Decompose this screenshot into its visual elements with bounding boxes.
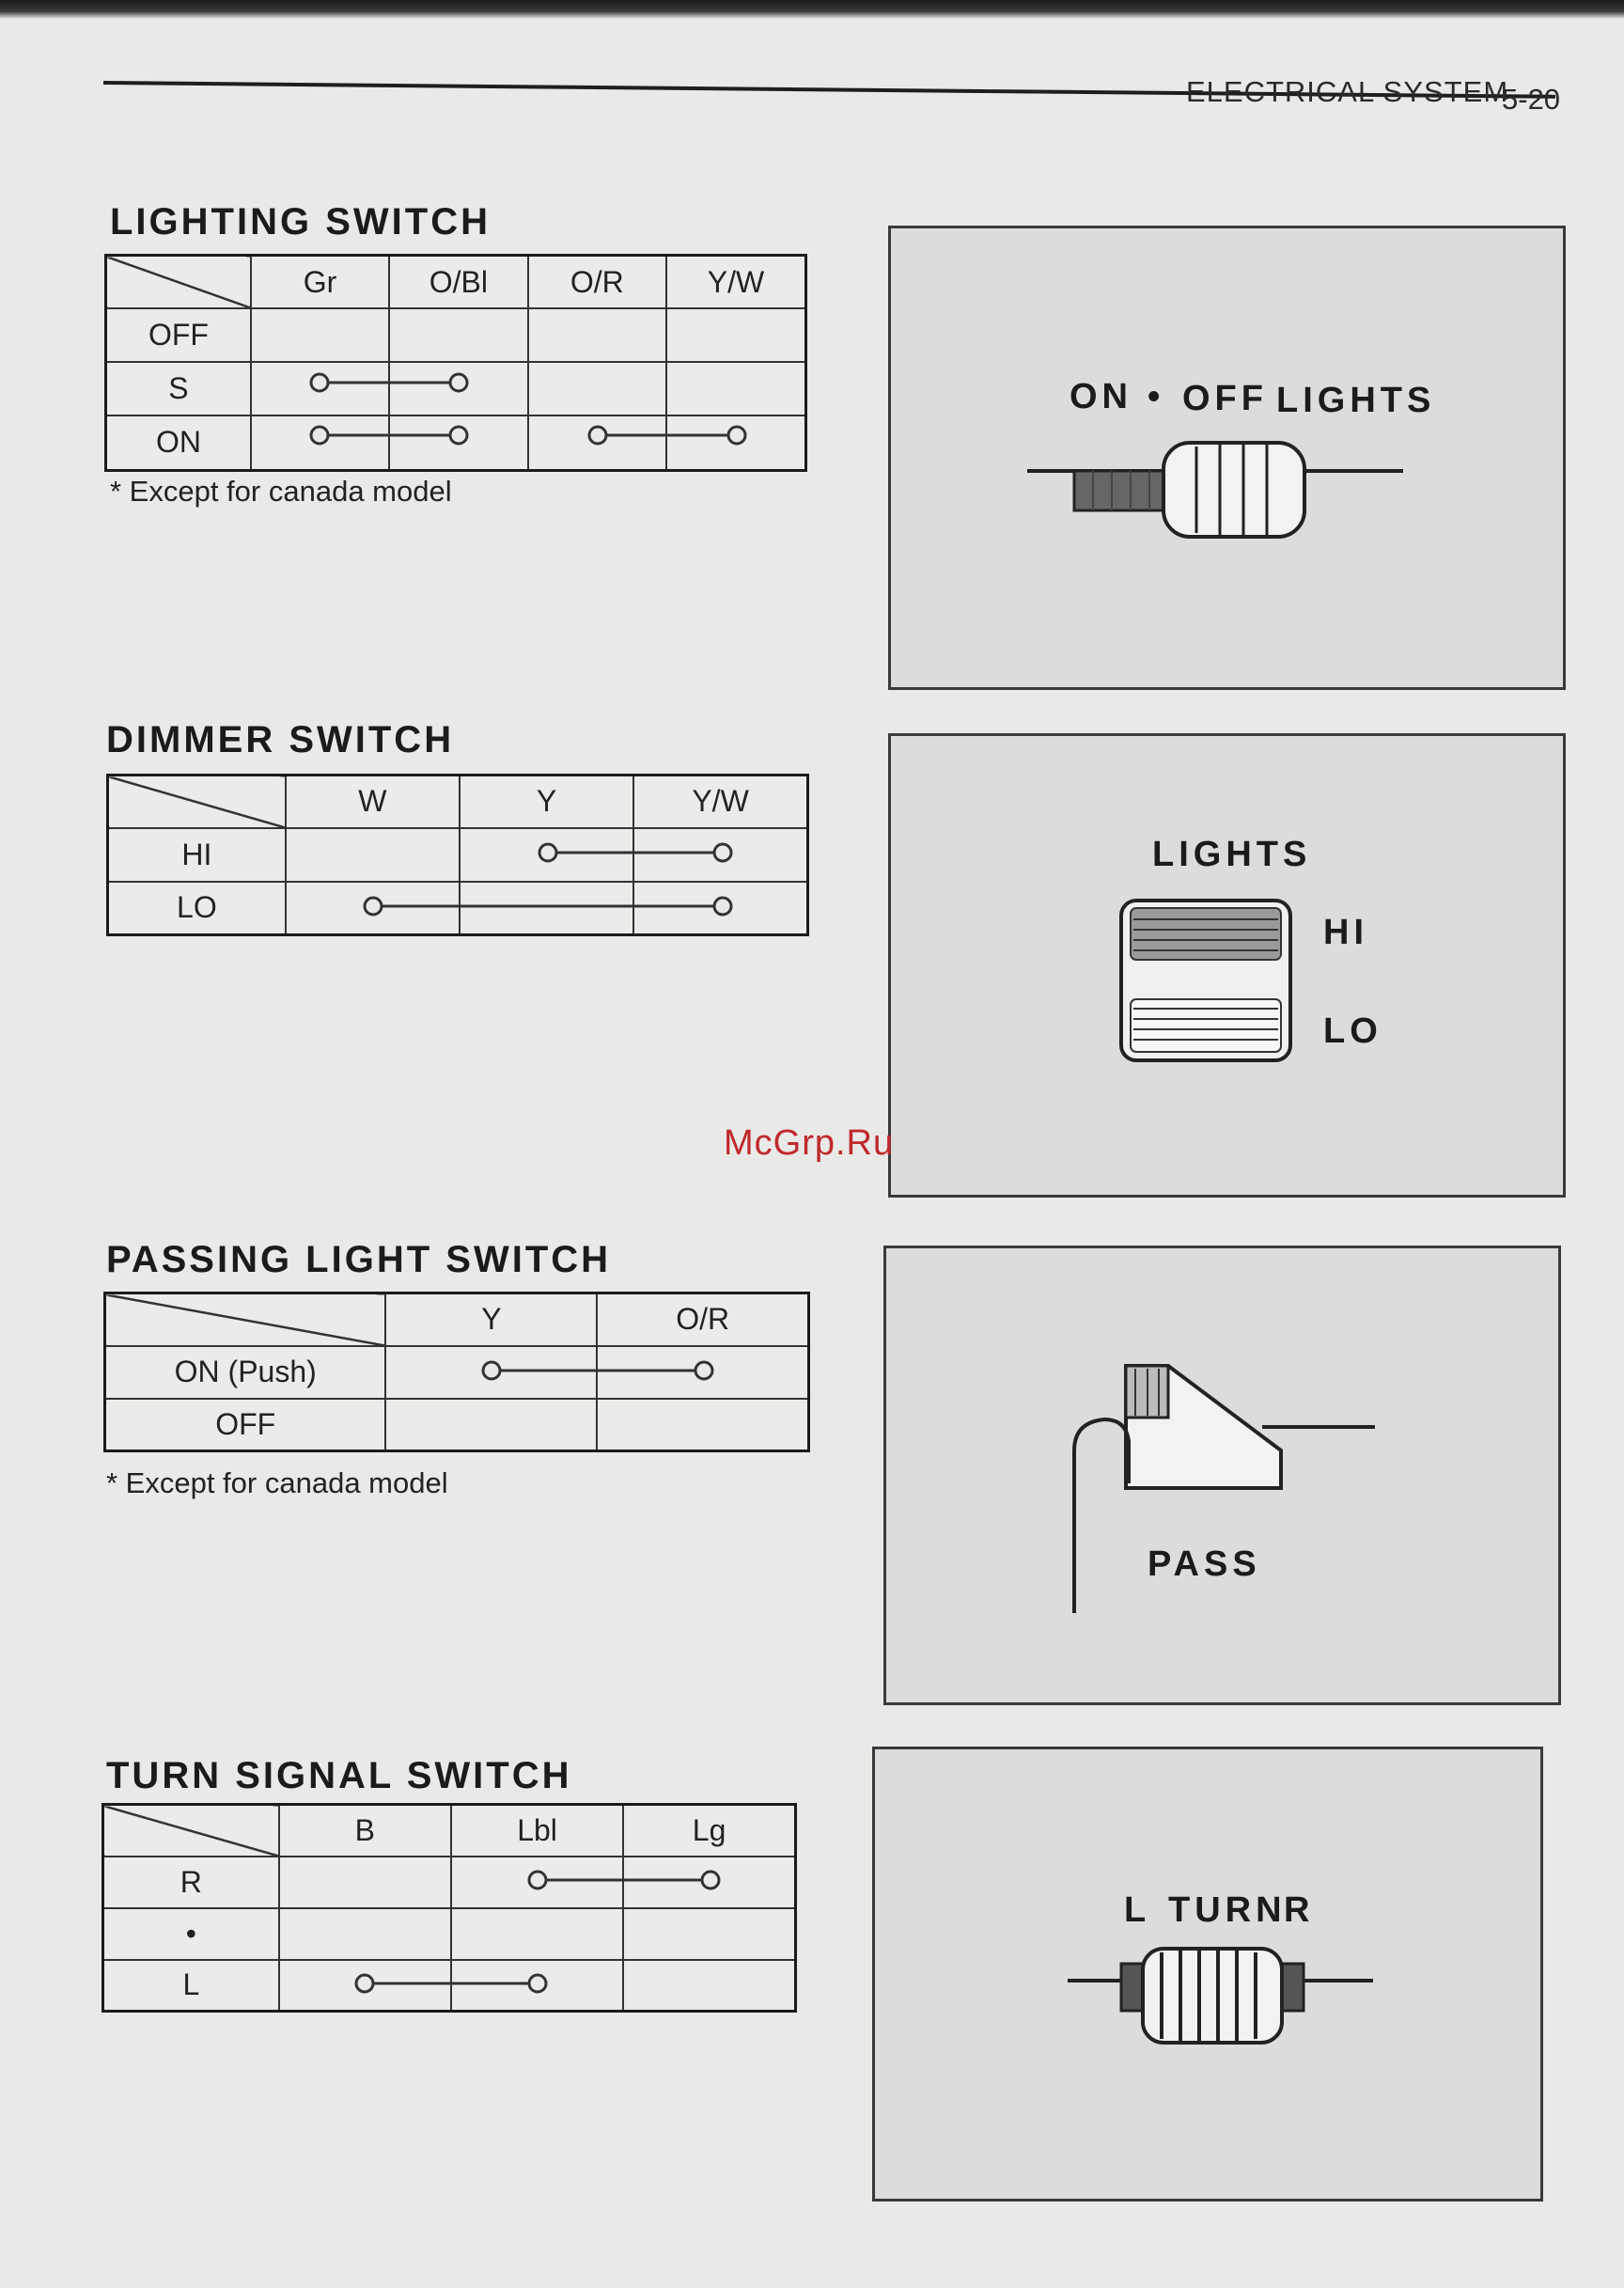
table-cell [286, 882, 460, 935]
lighting-switch-photo [888, 226, 1566, 690]
column-header: Y/W [666, 256, 805, 309]
table-cell [279, 1960, 451, 2012]
passing-switch-table [103, 1292, 810, 1452]
column-header: W [286, 776, 460, 828]
table-cell [666, 362, 805, 415]
table-cell [389, 415, 527, 471]
turn-knob-drawing [875, 1749, 1540, 2199]
table-cell [666, 415, 805, 471]
dimmer-switch-title: DIMMER SWITCH [106, 719, 455, 760]
figure-label-dot: • [1148, 377, 1165, 416]
header-section: ELECTRICAL SYSTEM [1186, 75, 1509, 108]
figure-label-l: L [1124, 1890, 1151, 1930]
figure-label-lights: LIGHTS [1276, 381, 1436, 420]
row-label: • [103, 1908, 279, 1960]
table-cell [460, 882, 633, 935]
table-cell [528, 415, 666, 471]
passing-button-drawing [886, 1248, 1558, 1702]
table-cell [251, 308, 389, 362]
table-cell [666, 308, 805, 362]
watermark-text: McGrp.Ru [724, 1123, 895, 1163]
passing-switch-photo [883, 1246, 1561, 1705]
dimmer-switch-table [106, 774, 809, 936]
table-cell [623, 1857, 795, 1908]
table-cell [251, 415, 389, 471]
passing-note: * Except for canada model [106, 1466, 448, 1499]
turn-switch-title: TURN SIGNAL SWITCH [106, 1755, 572, 1796]
table-cell [251, 362, 389, 415]
table-corner [108, 776, 286, 828]
figure-label-pass: PASS [1148, 1544, 1261, 1584]
figure-label-hi: HI [1323, 913, 1368, 952]
lighting-knob-drawing [891, 228, 1563, 687]
table-corner [106, 256, 251, 309]
table-cell [389, 308, 527, 362]
table-cell [633, 828, 807, 882]
figure-label-r: R [1284, 1890, 1315, 1930]
table-cell [597, 1346, 808, 1399]
lighting-switch-title: LIGHTING SWITCH [110, 201, 491, 243]
dimmer-switch-photo [888, 733, 1566, 1198]
row-label: OFF [105, 1399, 386, 1451]
column-header: Lbl [451, 1805, 623, 1857]
column-header: O/R [597, 1293, 808, 1346]
figure-label-lo: LO [1323, 1011, 1382, 1051]
table-cell [451, 1908, 623, 1960]
table-cell [597, 1399, 808, 1451]
row-label: S [106, 362, 251, 415]
row-label: R [103, 1857, 279, 1908]
table-cell [389, 362, 527, 415]
table-cell [633, 882, 807, 935]
table-cell [623, 1908, 795, 1960]
table-cell [623, 1960, 795, 2012]
table-cell [460, 828, 633, 882]
column-header: Y [460, 776, 633, 828]
row-label: OFF [106, 308, 251, 362]
column-header: Gr [251, 256, 389, 309]
row-label: ON [106, 415, 251, 471]
figure-label-on: ON [1070, 377, 1132, 416]
column-header: O/Bl [389, 256, 527, 309]
figure-label-lights: LIGHTS [1152, 835, 1312, 874]
dimmer-rocker-drawing [891, 736, 1563, 1195]
table-cell [528, 362, 666, 415]
page-top-edge [0, 0, 1624, 19]
table-cell [279, 1908, 451, 1960]
lighting-switch-table [104, 254, 807, 472]
table-cell [286, 828, 460, 882]
column-header: Y/W [633, 776, 807, 828]
table-cell [528, 308, 666, 362]
table-corner [105, 1293, 386, 1346]
row-label: L [103, 1960, 279, 2012]
turn-switch-table [102, 1803, 797, 2013]
table-cell [279, 1857, 451, 1908]
row-label: LO [108, 882, 286, 935]
table-corner [103, 1805, 279, 1857]
table-cell [451, 1857, 623, 1908]
turn-switch-photo [872, 1747, 1543, 2202]
row-label: HI [108, 828, 286, 882]
table-cell [451, 1960, 623, 2012]
passing-switch-title: PASSING LIGHT SWITCH [106, 1239, 612, 1280]
table-cell [385, 1346, 597, 1399]
column-header: B [279, 1805, 451, 1857]
column-header: Lg [623, 1805, 795, 1857]
column-header: Y [385, 1293, 597, 1346]
column-header: O/R [528, 256, 666, 309]
figure-label-off: OFF [1182, 379, 1268, 418]
figure-label-turn: TURN [1168, 1890, 1287, 1930]
table-cell [385, 1399, 597, 1451]
row-label: ON (Push) [105, 1346, 386, 1399]
lighting-note: * Except for canada model [110, 475, 452, 508]
header-page-number: 5-20 [1502, 83, 1561, 116]
